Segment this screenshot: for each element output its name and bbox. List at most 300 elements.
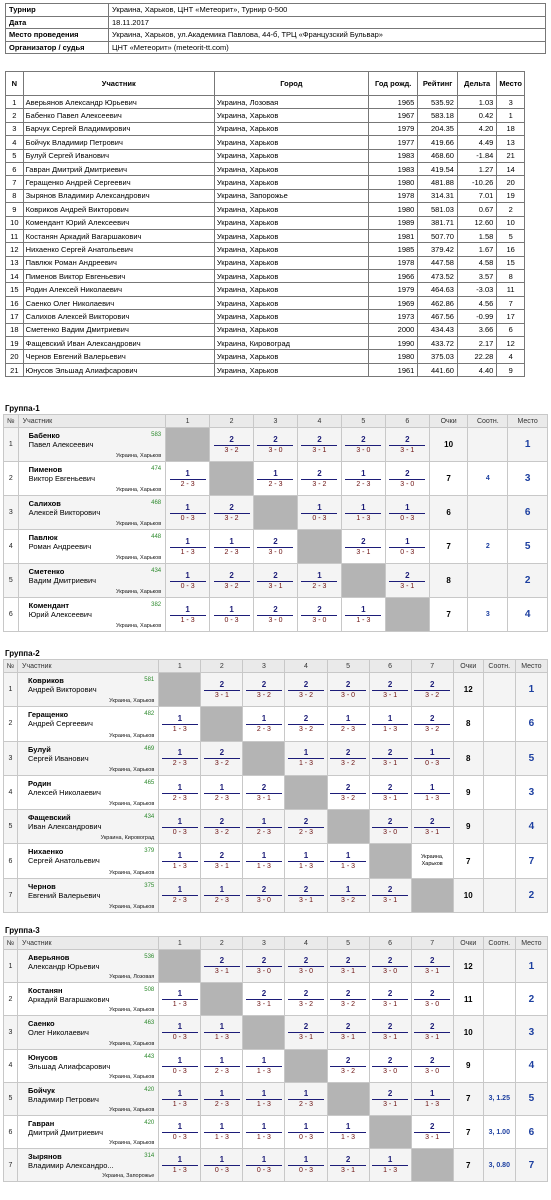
match-points: 2 — [345, 748, 351, 758]
match-score — [288, 1023, 324, 1041]
participant-cell: 21 — [497, 149, 525, 162]
match-result-cell — [385, 462, 429, 496]
participant-cell: Фащевский Иван Александрович — [23, 337, 214, 350]
player-ratio — [483, 775, 515, 809]
match-result-cell — [159, 741, 201, 775]
match-set-score: 3 - 1 — [301, 445, 337, 454]
player-place: 2 — [515, 878, 547, 912]
participant-cell: Украина, Харьков — [214, 243, 368, 256]
match-set-score: 2 - 3 — [246, 827, 282, 836]
match-set-score: 1 - 3 — [345, 615, 381, 624]
player-number: 2 — [4, 983, 18, 1016]
match-set-score: 2 - 3 — [162, 793, 198, 802]
player-points: 7 — [453, 1082, 483, 1115]
participant-cell: Чернов Евгений Валерьевич — [23, 350, 214, 363]
self-cell — [341, 564, 385, 598]
participants-header-cell: Рейтинг — [418, 72, 458, 96]
match-score — [170, 538, 206, 556]
participant-cell: 12.60 — [457, 216, 496, 229]
player-cell — [18, 983, 159, 1016]
participant-cell: 4 — [497, 350, 525, 363]
match-score — [414, 818, 450, 836]
participant-cell: -1.84 — [457, 149, 496, 162]
header-place: Место — [515, 937, 547, 950]
participant-cell: 1979 — [368, 283, 417, 296]
participant-cell: 1978 — [368, 256, 417, 269]
group-row — [4, 741, 548, 775]
match-score — [372, 681, 408, 699]
participant-cell: Украина, Харьков — [214, 283, 368, 296]
participant-cell: 1969 — [368, 296, 417, 309]
participant-row — [6, 270, 525, 283]
header-points: Очки — [453, 660, 483, 673]
match-points: 2 — [405, 570, 410, 580]
group-table — [3, 659, 548, 913]
player-rating: 434 — [144, 814, 155, 821]
match-points: 1 — [273, 468, 278, 478]
player-city: Украина, Харьков — [109, 801, 155, 808]
player-number: 6 — [4, 1115, 18, 1148]
player-city: Украина, Харьков — [109, 732, 155, 739]
match-points: 1 — [229, 604, 234, 614]
match-score — [414, 749, 450, 767]
player-number: 1 — [4, 428, 19, 462]
participant-cell: 9 — [497, 363, 525, 376]
player-number: 4 — [4, 775, 18, 809]
participant-cell: 379.42 — [418, 243, 458, 256]
match-result-cell — [159, 707, 201, 741]
header-opponent-number: 7 — [411, 660, 453, 673]
match-result-cell — [159, 1016, 201, 1049]
group-row — [4, 673, 548, 707]
participant-cell: Комендант Юрий Алексеевич — [23, 216, 214, 229]
match-score — [288, 886, 324, 904]
match-set-score: 3 - 2 — [330, 895, 366, 904]
match-result-cell — [243, 775, 285, 809]
match-result-cell — [297, 496, 341, 530]
header-place: Место — [508, 415, 548, 428]
participant-cell: 1985 — [368, 243, 417, 256]
match-points: 2 — [345, 956, 351, 966]
match-result-cell — [254, 428, 298, 462]
match-set-score: 0 - 3 — [170, 581, 206, 590]
match-result-cell — [166, 564, 210, 598]
self-cell — [159, 673, 201, 707]
group-row — [4, 844, 548, 878]
player-ratio — [483, 950, 515, 983]
match-score — [170, 470, 206, 488]
player-place: 4 — [515, 810, 547, 844]
player-points: 10 — [429, 428, 468, 462]
group-row — [4, 1082, 548, 1115]
match-result-cell — [254, 530, 298, 564]
participant-cell: 19 — [6, 337, 24, 350]
match-score — [288, 749, 324, 767]
match-points: 2 — [273, 536, 278, 546]
match-set-score: 3 - 1 — [257, 581, 293, 590]
match-set-score: 3 - 2 — [414, 724, 450, 733]
header-opponent-number: 6 — [385, 415, 429, 428]
match-set-score: 1 - 3 — [414, 1099, 450, 1108]
match-points: 1 — [303, 748, 309, 758]
match-score — [204, 1156, 240, 1174]
player-name: Аркадий Вагаршакович — [28, 995, 110, 1005]
match-set-score: 0 - 3 — [162, 1066, 198, 1075]
match-score — [288, 1123, 324, 1141]
player-cell — [18, 1016, 159, 1049]
player-number: 6 — [4, 844, 18, 878]
participant-cell: 11 — [497, 283, 525, 296]
match-points: 2 — [345, 1055, 351, 1065]
match-score — [345, 538, 381, 556]
header-opponent-number: 1 — [166, 415, 210, 428]
match-set-score: 3 - 2 — [204, 758, 240, 767]
participant-row — [6, 203, 525, 216]
match-points: 2 — [317, 604, 322, 614]
participant-cell: 17 — [497, 310, 525, 323]
match-result-cell — [411, 1016, 453, 1049]
match-points: 1 — [303, 851, 309, 861]
player-place: 2 — [515, 983, 547, 1016]
match-set-score: 3 - 2 — [288, 999, 324, 1008]
match-points: 1 — [345, 885, 351, 895]
self-cell — [327, 1082, 369, 1115]
participant-cell: 1978 — [368, 189, 417, 202]
match-points: 1 — [405, 536, 410, 546]
participant-row — [6, 122, 525, 135]
player-number: 3 — [4, 1016, 18, 1049]
player-ratio — [483, 707, 515, 741]
participant-cell: Украина, Харьков — [214, 229, 368, 242]
participant-cell: Украина, Харьков — [214, 296, 368, 309]
match-points: 2 — [261, 885, 267, 895]
match-result-cell — [243, 810, 285, 844]
participant-cell: Костанян Аркадий Вагаршакович — [23, 229, 214, 242]
participant-cell: 419.54 — [418, 162, 458, 175]
header-opponent-number: 6 — [369, 660, 411, 673]
match-set-score: 3 - 0 — [301, 615, 337, 624]
match-score — [162, 1123, 198, 1141]
match-score — [372, 1057, 408, 1075]
player-place: 1 — [508, 428, 548, 462]
match-score — [301, 470, 337, 488]
player-rating: 508 — [144, 987, 155, 994]
match-set-score: 3 - 0 — [372, 1066, 408, 1075]
match-result-cell — [285, 1115, 327, 1148]
match-set-score: 3 - 0 — [345, 445, 381, 454]
participant-cell: 462.86 — [418, 296, 458, 309]
participant-cell: 12 — [497, 337, 525, 350]
match-score — [288, 852, 324, 870]
match-points: 2 — [261, 989, 267, 999]
match-points: 2 — [345, 782, 351, 792]
info-label: Турнир — [6, 4, 109, 17]
header-no: № — [4, 660, 18, 673]
player-ratio — [483, 810, 515, 844]
participant-cell: 535.92 — [418, 96, 458, 109]
header-opponent-number: 2 — [210, 415, 254, 428]
player-rating: 434 — [151, 568, 162, 574]
participant-cell: 3.57 — [457, 270, 496, 283]
match-set-score: 3 - 1 — [372, 1032, 408, 1041]
player-cell — [18, 741, 159, 775]
player-surname: Зырянов — [28, 1152, 62, 1162]
participant-cell: 1980 — [368, 350, 417, 363]
participant-cell: -3.03 — [457, 283, 496, 296]
match-score — [257, 436, 293, 454]
participant-cell: Салихов Алексей Викторович — [23, 310, 214, 323]
match-points: 1 — [303, 1088, 309, 1098]
player-number: 7 — [4, 878, 18, 912]
match-set-score: 1 - 3 — [162, 724, 198, 733]
player-city: Украина, Запорожье — [102, 1173, 155, 1180]
participants-header-cell: N — [6, 72, 24, 96]
match-points: 2 — [229, 502, 234, 512]
group-row — [4, 1049, 548, 1082]
match-score — [372, 1090, 408, 1108]
header-player: Участник — [18, 415, 166, 428]
match-result-cell — [411, 1049, 453, 1082]
match-score — [330, 681, 366, 699]
match-result-cell — [243, 878, 285, 912]
match-score — [204, 1023, 240, 1041]
player-name: Павел Алексеевич — [28, 440, 94, 449]
match-set-score: 2 - 3 — [330, 724, 366, 733]
match-result-cell — [327, 1016, 369, 1049]
player-cell — [18, 462, 166, 496]
match-set-score: 3 - 2 — [288, 690, 324, 699]
match-score — [330, 1156, 366, 1174]
match-set-score: 3 - 2 — [204, 827, 240, 836]
match-result-cell — [166, 598, 210, 632]
header-player: Участник — [18, 937, 159, 950]
match-set-score: 1 - 3 — [162, 1099, 198, 1108]
participant-cell: Ковриков Андрей Викторович — [23, 203, 214, 216]
player-points: 7 — [453, 1115, 483, 1148]
group-row — [4, 775, 548, 809]
match-result-cell — [243, 1115, 285, 1148]
match-score — [246, 957, 282, 975]
participant-cell: 6 — [497, 323, 525, 336]
participant-cell: 473.52 — [418, 270, 458, 283]
group-table — [3, 936, 548, 1182]
participant-cell: 10 — [6, 216, 24, 229]
match-points: 2 — [219, 679, 225, 689]
self-cell — [243, 741, 285, 775]
header-opponent-number: 6 — [369, 937, 411, 950]
match-score — [372, 957, 408, 975]
participant-cell: Зырянов Владимир Александрович — [23, 189, 214, 202]
match-set-score: 2 - 3 — [204, 895, 240, 904]
participant-cell: Украина, Харьков — [214, 162, 368, 175]
player-place: 7 — [515, 1149, 547, 1182]
player-cell — [18, 598, 166, 632]
self-cell — [285, 1049, 327, 1082]
match-result-cell — [411, 1115, 453, 1148]
match-set-score: 3 - 1 — [372, 999, 408, 1008]
match-set-score: 1 - 3 — [246, 1066, 282, 1075]
participant-cell: 8 — [6, 189, 24, 202]
match-set-score: 0 - 3 — [214, 615, 250, 624]
match-result-cell — [159, 878, 201, 912]
participant-cell: 16 — [497, 243, 525, 256]
participant-cell: Родин Алексей Николаевич — [23, 283, 214, 296]
header-opponent-number: 1 — [159, 660, 201, 673]
match-result-cell — [201, 1049, 243, 1082]
group-row — [4, 1115, 548, 1148]
participant-cell: 507.70 — [418, 229, 458, 242]
match-set-score: 3 - 0 — [257, 615, 293, 624]
group-table — [3, 414, 548, 632]
self-cell — [385, 598, 429, 632]
participant-row — [6, 189, 525, 202]
match-points: 2 — [303, 956, 309, 966]
participant-row — [6, 283, 525, 296]
player-place: 2 — [508, 564, 548, 598]
header-ratio: Соотн. — [468, 415, 508, 428]
match-points: 2 — [387, 885, 393, 895]
match-points: 2 — [387, 782, 393, 792]
player-ratio — [468, 496, 508, 530]
match-set-score: 0 - 3 — [288, 1132, 324, 1141]
player-city: Украина, Харьков — [116, 623, 162, 629]
self-cell — [297, 530, 341, 564]
match-set-score: 3 - 0 — [372, 966, 408, 975]
match-score — [301, 606, 337, 624]
player-points: 9 — [453, 810, 483, 844]
match-score — [214, 606, 250, 624]
match-score — [414, 784, 450, 802]
participant-cell: 2000 — [368, 323, 417, 336]
match-score — [330, 886, 366, 904]
match-score — [288, 715, 324, 733]
participant-row — [6, 136, 525, 149]
participant-cell: 583.18 — [418, 109, 458, 122]
header-opponent-number: 3 — [254, 415, 298, 428]
match-result-cell — [411, 741, 453, 775]
match-score — [214, 538, 250, 556]
match-set-score: 3 - 0 — [414, 1066, 450, 1075]
match-result-cell — [369, 878, 411, 912]
participant-cell: 375.03 — [418, 350, 458, 363]
participant-cell: Барчук Сергей Владимирович — [23, 122, 214, 135]
match-score — [246, 1090, 282, 1108]
player-cell — [18, 1082, 159, 1115]
player-name: Дмитрий Дмитриевич — [28, 1127, 103, 1137]
self-cell — [201, 983, 243, 1016]
participant-cell: Юнусов Эльшад Алиафсарович — [23, 363, 214, 376]
match-score — [372, 818, 408, 836]
match-set-score: 0 - 3 — [288, 1165, 324, 1174]
participant-cell: 4.56 — [457, 296, 496, 309]
header-opponent-number: 3 — [243, 937, 285, 950]
participant-cell: Нихаенко Сергей Анатольевич — [23, 243, 214, 256]
participant-row — [6, 176, 525, 189]
match-points: 2 — [387, 1022, 393, 1032]
match-set-score: 3 - 2 — [214, 445, 250, 454]
match-set-score: 3 - 1 — [246, 999, 282, 1008]
player-city: Украина, Харьков — [109, 1106, 155, 1113]
match-result-cell — [327, 741, 369, 775]
match-points: 1 — [345, 851, 351, 861]
header-opponent-number: 2 — [201, 937, 243, 950]
match-score — [345, 436, 381, 454]
match-score — [372, 749, 408, 767]
match-set-score: 3 - 2 — [246, 690, 282, 699]
participant-cell: Пименов Виктор Евгеньевич — [23, 270, 214, 283]
participant-cell: Павлюк Роман Андреевич — [23, 256, 214, 269]
player-ratio — [483, 741, 515, 775]
participant-cell: 18 — [6, 323, 24, 336]
match-points: 1 — [261, 1088, 267, 1098]
player-rating: 581 — [144, 677, 155, 683]
player-cell — [18, 673, 159, 707]
participant-cell: 3.66 — [457, 323, 496, 336]
match-points: 1 — [345, 713, 351, 723]
match-result-cell — [159, 844, 201, 878]
match-result-cell — [201, 810, 243, 844]
participant-cell: 441.60 — [418, 363, 458, 376]
match-points: 2 — [317, 434, 322, 444]
player-cell — [18, 844, 159, 878]
match-points: 2 — [361, 434, 366, 444]
match-set-score: 3 - 1 — [414, 827, 450, 836]
participant-cell: Саенко Олег Николаевич — [23, 296, 214, 309]
match-set-score: 2 - 3 — [204, 1066, 240, 1075]
participant-cell: 18 — [497, 122, 525, 135]
participant-row — [6, 96, 525, 109]
match-set-score: 2 - 3 — [288, 1099, 324, 1108]
match-result-cell — [411, 775, 453, 809]
match-result-cell — [385, 530, 429, 564]
match-points: 2 — [303, 713, 309, 723]
player-cell — [18, 950, 159, 983]
match-set-score: 3 - 2 — [414, 690, 450, 699]
participant-cell: 4.40 — [457, 363, 496, 376]
match-result-cell — [243, 707, 285, 741]
match-set-score: 3 - 2 — [301, 479, 337, 488]
match-result-cell — [341, 462, 385, 496]
match-score — [288, 1090, 324, 1108]
match-points: 2 — [387, 1088, 393, 1098]
group-row — [4, 496, 548, 530]
match-points: 1 — [219, 885, 225, 895]
match-points: 1 — [177, 713, 183, 723]
match-result-cell — [243, 1149, 285, 1182]
match-points: 1 — [303, 1122, 309, 1132]
match-result-cell — [285, 844, 327, 878]
match-score — [389, 572, 425, 590]
match-points: 1 — [317, 502, 322, 512]
header-place: Место — [515, 660, 547, 673]
participant-cell: 434.43 — [418, 323, 458, 336]
participant-cell: 468.60 — [418, 149, 458, 162]
participant-row — [6, 256, 525, 269]
match-points: 1 — [177, 816, 183, 826]
match-points: 2 — [405, 468, 410, 478]
match-result-cell — [369, 810, 411, 844]
match-result-cell — [201, 673, 243, 707]
match-set-score: 1 - 3 — [330, 1132, 366, 1141]
participant-cell: Украина, Харьков — [214, 149, 368, 162]
player-surname: Саенко — [28, 1019, 55, 1029]
match-score — [162, 886, 198, 904]
player-city: Украина, Харьков — [109, 766, 155, 773]
match-set-score: 3 - 1 — [389, 445, 425, 454]
player-surname: Чернов — [28, 881, 56, 891]
match-score — [288, 818, 324, 836]
match-score — [330, 957, 366, 975]
